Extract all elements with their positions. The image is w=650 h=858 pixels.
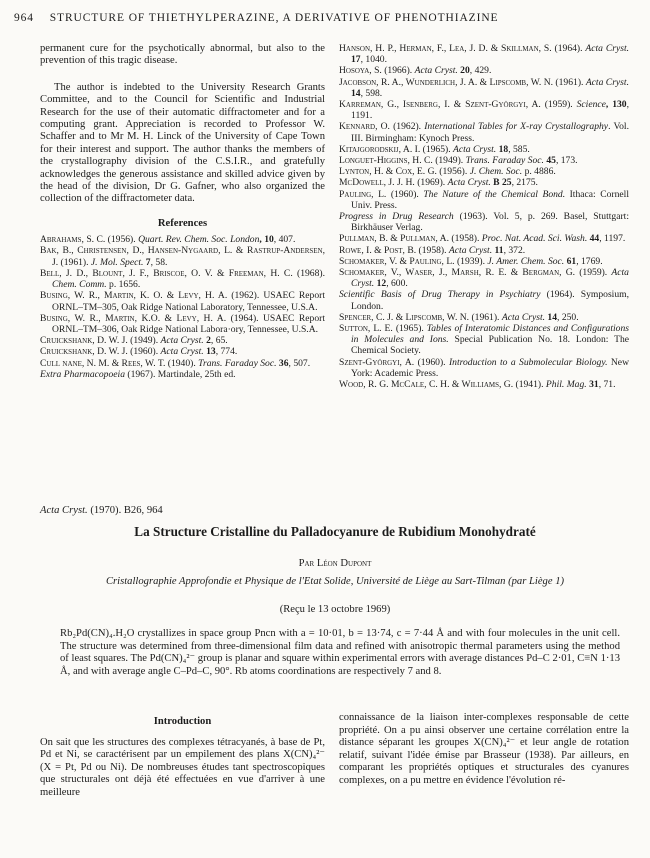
article-byline: Par Léon Dupont bbox=[298, 558, 372, 569]
reference-rest: , 585. bbox=[508, 143, 530, 155]
reference-item bbox=[40, 245, 325, 267]
reference-volume: 61 bbox=[564, 255, 577, 267]
reference-authors: Jacobson, R. A., Wunderlich, J. A. & Lipscomb, W. N. bbox=[339, 76, 554, 88]
introduction-text-left: On sait que les structures des complexes tétracyanés, à base de Pt, Pd et Ni, se caractérisent par un empilement des plans X(CN)₄²⁻ (X = Pt, Pd ou Ni). De nombreuses études tant spectroscopiques que structurales ont déjà été effectuées en vue d'arriver à une meilleure bbox=[40, 736, 325, 798]
paragraph-acknowledgements: The author is indebted to the University Research Grants Committee, and to the Council for Scientific and Industrial Research for the use of their automatic diffractometer and for a computing grant. Appreciation is recorded to Professor W. Schaffer and to Mr M. H. Linck of the University of Cape Town for their interest and support. The author thanks the members of the crystallography division of the C.S.I.R., and gratefully acknowledges the generous assistance and skilled advice given by the head of the division, Dr G. Gafner, who also organized the collection of the diffractometer data. bbox=[40, 81, 325, 205]
reference-item bbox=[40, 290, 325, 312]
reference-item bbox=[339, 77, 629, 99]
reference-rest: USAEC Report ORNL–TM–306, Oak Ridge National Labora·ory, Tennessee, U.S.A. bbox=[52, 312, 326, 335]
reference-authors: Pauling, L. bbox=[339, 188, 387, 200]
reference-journal: Progress in Drug Research bbox=[339, 211, 454, 223]
reference-item bbox=[339, 121, 629, 143]
reference-journal: Science bbox=[576, 99, 606, 111]
reference-volume: 44 bbox=[587, 233, 600, 245]
introduction-text-right: connaissance de la liaison inter-complexes responsable de cette propriété. On a pu ainsi observer une certaine corrélation entre la distance séparant les groupes X(CN)₄²⁻ et leur angle de rotation relatif, suivant l'idée émise par Brasseur (1938). Par ailleurs, en comparant les propriétés optiques et structurales des cyanures complexes, on a pu mettre en évidence l'évolution ré- bbox=[339, 712, 629, 786]
reference-year: (1956). bbox=[436, 166, 470, 178]
reference-authors: Spencer, C. J. & Lipscomb, W. N. bbox=[339, 311, 470, 323]
reference-year: (1962). bbox=[389, 121, 425, 133]
reference-volume: 20 bbox=[457, 65, 470, 77]
reference-rest: p. 4886. bbox=[522, 166, 556, 178]
reference-rest: , 65. bbox=[210, 335, 228, 347]
reference-year: (1964). bbox=[551, 43, 586, 54]
reference-year: (1958). bbox=[449, 233, 482, 245]
reference-year: (1966). bbox=[381, 65, 415, 77]
reference-list-left bbox=[40, 234, 325, 380]
introduction-left bbox=[40, 716, 325, 799]
reference-rest: p. 1656. bbox=[106, 279, 141, 291]
reference-journal: Acta Cryst. bbox=[448, 244, 493, 256]
reference-journal: Introduction to a Submolecular Biology. bbox=[448, 356, 608, 368]
reference-item bbox=[40, 234, 325, 245]
reference-year: (1959). bbox=[540, 99, 577, 111]
reference-journal: Trans. Faraday Soc. bbox=[465, 155, 544, 167]
reference-year: (1960). bbox=[414, 356, 449, 368]
reference-year: (1961). bbox=[553, 76, 586, 88]
reference-journal: Acta Cryst. bbox=[160, 335, 204, 347]
reference-year: (1961). bbox=[58, 256, 91, 268]
running-title: STRUCTURE OF THIETHYLPERAZINE, A DERIVATIVE OF PHENOTHIAZINE bbox=[49, 12, 499, 24]
article-title: La Structure Cristalline du Palladocyanure de Rubidium Monohydraté bbox=[134, 524, 536, 539]
reference-year: (1959). bbox=[575, 267, 612, 279]
reference-list-right bbox=[339, 43, 629, 390]
reference-journal: Acta Cryst. bbox=[414, 65, 458, 77]
reference-journal: Acta Cryst. bbox=[585, 76, 629, 88]
reference-item bbox=[339, 177, 629, 188]
reference-rest: , 58. bbox=[150, 256, 168, 268]
source-citation: (1970). B26, 964 bbox=[87, 505, 163, 516]
reference-journal: Scientific Basis of Drug Therapy in Psychiatry bbox=[339, 289, 541, 301]
reference-authors: Kennard, O. bbox=[339, 121, 390, 133]
reference-authors: Szent-Györgyi, A. bbox=[339, 356, 415, 368]
reference-item bbox=[40, 335, 325, 346]
reference-year: (1968). bbox=[292, 267, 325, 279]
reference-journal: Chem. Comm. bbox=[52, 279, 107, 291]
reference-authors: Rowe, I. & Post, B. bbox=[339, 244, 417, 256]
reference-rest: , 774. bbox=[215, 346, 238, 358]
reference-authors: Pullman, B. & Pullman, A. bbox=[339, 233, 450, 245]
reference-authors: Wood, R. G. McCale, C. H. & Williams, G. bbox=[339, 379, 514, 391]
article-received-date: (Reçu le 13 octobre 1969) bbox=[279, 604, 391, 615]
reference-volume: 13 bbox=[203, 346, 216, 358]
reference-rest: , 71. bbox=[598, 379, 616, 391]
reference-journal: Acta Cryst. bbox=[447, 177, 491, 189]
reference-year: (1969). bbox=[414, 177, 448, 189]
reference-journal: Phil. Mag. bbox=[545, 379, 587, 391]
reference-rest: USAEC Report ORNL–TM–305, Oak Ridge National Laboratory, Tennessee, U.S.A. bbox=[52, 290, 325, 313]
reference-item bbox=[339, 267, 629, 289]
reference-authors: Schomaker, V. & Pauling, L. bbox=[339, 255, 455, 267]
reference-journal: The Nature of the Chemical Bond. bbox=[423, 188, 566, 200]
reference-item bbox=[40, 268, 325, 290]
reference-journal: Acta Cryst. bbox=[160, 346, 204, 358]
reference-item bbox=[339, 323, 629, 357]
reference-year: (1949). bbox=[127, 335, 161, 347]
reference-year: (1965). bbox=[392, 323, 427, 335]
reference-volume: 18 bbox=[496, 143, 509, 155]
right-column bbox=[339, 43, 629, 390]
reference-volume: 31 bbox=[586, 379, 599, 391]
reference-volume: 14 bbox=[351, 87, 361, 99]
reference-journal: J. Mol. Spect. bbox=[90, 256, 144, 268]
reference-authors: Busing, W. R., Martin, K.O. & Levy, H. A. bbox=[40, 312, 227, 324]
reference-authors: Schomaker, V., Waser, J., Marsh, R. E. & Bergman, G. bbox=[339, 267, 576, 279]
reference-volume: , 10 bbox=[259, 234, 274, 246]
reference-authors: Abrahams, S. C. bbox=[40, 234, 106, 246]
reference-rest: New York: Academic Press. bbox=[351, 356, 629, 379]
reference-journal: Tables of Interatomic Distances and Configurations in Molecules and Ions. bbox=[351, 323, 629, 346]
reference-volume: 45 bbox=[543, 155, 556, 167]
reference-item bbox=[339, 155, 629, 166]
reference-authors: Cull nane, N. M. & Rees, W. T. bbox=[40, 357, 166, 369]
reference-item bbox=[339, 289, 629, 311]
reference-rest: , 173. bbox=[555, 155, 578, 167]
reference-rest: , 600. bbox=[386, 278, 408, 290]
reference-journal: Acta Cryst. bbox=[501, 311, 546, 323]
reference-year: (1961). bbox=[469, 311, 502, 323]
reference-rest: Ithaca: Cornell Univ. Press. bbox=[351, 188, 629, 211]
source-journal: Acta Cryst. bbox=[40, 505, 88, 516]
article-abstract: Rb₂Pd(CN)₄.H₂O crystallizes in space group Pncn with a = 10·01, b = 13·74, c = 7·44 Å and with four molecules in the unit cell. The structure was determined from three-dimensional film data and refined with anisotropic thermal parameters using the method of least squares. The Pd(CN)₄²⁻ group is planar and square within experimental errors with average distances Pd–C 2·01, C≡N 1·13 Å, and with average angle C–Pd–C, 90°. Rb atoms coordinations are respectively 7 and 8. bbox=[60, 628, 620, 677]
reference-item bbox=[339, 256, 629, 267]
reference-year: (1939). bbox=[454, 255, 488, 267]
reference-item bbox=[40, 369, 325, 380]
reference-volume: 7 bbox=[143, 256, 151, 268]
reference-volume: B 25 bbox=[490, 177, 512, 189]
reference-year: (1960). bbox=[127, 346, 161, 358]
reference-rest: , 598. bbox=[360, 87, 383, 99]
reference-authors: Longuet-Higgins, H. C. bbox=[339, 155, 433, 167]
reference-item bbox=[339, 65, 629, 76]
reference-year: (1949). bbox=[432, 155, 466, 167]
reference-journal: J. Chem. Soc. bbox=[469, 166, 523, 178]
introduction-right bbox=[339, 712, 629, 787]
reference-item bbox=[339, 357, 629, 379]
reference-year: (1965). bbox=[420, 143, 454, 155]
reference-item bbox=[40, 346, 325, 357]
reference-authors: Hosoya, S. bbox=[339, 65, 382, 77]
reference-item bbox=[339, 233, 629, 244]
reference-authors: Kitajgorodskij, A. I. bbox=[339, 143, 421, 155]
reference-year: (1956). bbox=[105, 234, 139, 246]
reference-year: (1940). bbox=[165, 357, 199, 369]
reference-item bbox=[339, 43, 629, 65]
reference-journal: Proc. Nat. Acad. Sci. Wash. bbox=[481, 233, 588, 245]
references-heading: References bbox=[157, 217, 208, 229]
reference-rest: , 2175. bbox=[511, 177, 538, 189]
running-header bbox=[14, 12, 634, 24]
reference-authors: Cruickshank, D. W. J. bbox=[40, 335, 128, 347]
reference-volume: 11 bbox=[492, 244, 504, 256]
reference-volume: 12 bbox=[374, 278, 387, 290]
reference-journal: Acta Cryst. bbox=[585, 43, 630, 54]
reference-rest: , 250. bbox=[557, 311, 579, 323]
reference-item bbox=[339, 379, 629, 390]
reference-journal: Extra Pharmacopoeia bbox=[40, 368, 125, 380]
reference-year: (1941). bbox=[513, 379, 546, 391]
reference-rest: (1964). Symposium, London. bbox=[351, 289, 629, 312]
reference-year: (1964). bbox=[226, 312, 263, 324]
introduction-heading: Introduction bbox=[153, 716, 212, 727]
reference-rest: , 372. bbox=[503, 244, 526, 256]
reference-authors: Karreman, G., Isenberg, I. & Szent-Györgyi, A. bbox=[339, 99, 541, 111]
reference-authors: Bell, J. D., Blount, J. F., Briscoe, O. V. & Freeman, H. C. bbox=[40, 267, 293, 279]
reference-volume: , 130 bbox=[605, 99, 627, 111]
reference-authors: Bak, B., Christensen, D., Hansen-Nygaard, L. & Rastrup-Andersen, J. bbox=[40, 245, 325, 268]
reference-item bbox=[339, 245, 629, 256]
reference-authors: Hanson, H. P., Herman, F., Lea, J. D. & Skillman, S. bbox=[339, 43, 552, 54]
reference-journal: Quart. Rev. Chem. Soc. London bbox=[138, 234, 260, 246]
reference-rest: , 1197. bbox=[599, 233, 626, 245]
article-affiliation: Cristallographie Approfondie et Physique de l'Etat Solide, Université de Liège au Sart-Tilman (par Liège 1) bbox=[105, 576, 565, 587]
reference-journal: Acta Cryst. bbox=[351, 267, 629, 290]
reference-journal: J. Amer. Chem. Soc. bbox=[487, 255, 565, 267]
reference-rest: , 407. bbox=[273, 234, 296, 246]
reference-authors: McDowell, J. J. H. bbox=[339, 177, 415, 189]
reference-item bbox=[339, 166, 629, 177]
reference-rest: , 429. bbox=[469, 65, 492, 77]
reference-rest: (1963). Vol. 5, p. 269. Basel, Stuttgart: Birkhäuser Verlag. bbox=[351, 211, 630, 234]
page-number: 964 bbox=[14, 12, 34, 24]
reference-item bbox=[339, 144, 629, 155]
reference-year: (1962). bbox=[227, 290, 264, 302]
reference-rest: , 507. bbox=[288, 357, 311, 369]
reference-journal: Trans. Faraday Soc. bbox=[198, 357, 277, 369]
reference-item bbox=[40, 358, 325, 369]
reference-year: (1958). bbox=[416, 244, 449, 256]
reference-authors: Cruickshank, D. W. J. bbox=[40, 346, 128, 358]
article-source bbox=[40, 505, 630, 516]
reference-rest: , 1769. bbox=[576, 255, 603, 267]
reference-volume: 36 bbox=[276, 357, 289, 369]
paragraph-conclusion: permanent cure for the psychotically abnormal, but also to the prevention of this tragic disease. bbox=[40, 43, 325, 67]
reference-item bbox=[339, 189, 629, 211]
reference-item bbox=[339, 312, 629, 323]
reference-volume: 2 bbox=[203, 335, 211, 347]
reference-rest: Special Publication No. 18. London: The Chemical Society. bbox=[351, 334, 629, 357]
reference-authors: Sutton, L. E. bbox=[339, 323, 393, 335]
reference-authors: Lynton, H. & Cox, E. G. bbox=[339, 166, 437, 178]
reference-journal: International Tables for X-ray Crystallography bbox=[424, 121, 609, 133]
left-column bbox=[40, 43, 325, 380]
reference-rest: . Vol. III. Birmingham: Kynoch Press. bbox=[351, 121, 629, 144]
reference-volume: 14 bbox=[545, 311, 558, 323]
reference-rest: , 1040. bbox=[360, 54, 387, 66]
reference-item bbox=[339, 211, 629, 233]
reference-year: (1960). bbox=[386, 188, 424, 200]
reference-rest: , 1191. bbox=[351, 99, 630, 122]
reference-item bbox=[40, 313, 325, 335]
reference-rest: (1967). Martindale, 25th ed. bbox=[125, 368, 236, 380]
reference-authors: Busing, W. R., Martin, K. O. & Levy, H. A. bbox=[40, 290, 228, 302]
reference-journal: Acta Cryst. bbox=[453, 143, 497, 155]
reference-item bbox=[339, 99, 629, 121]
reference-volume: 17 bbox=[351, 54, 361, 66]
